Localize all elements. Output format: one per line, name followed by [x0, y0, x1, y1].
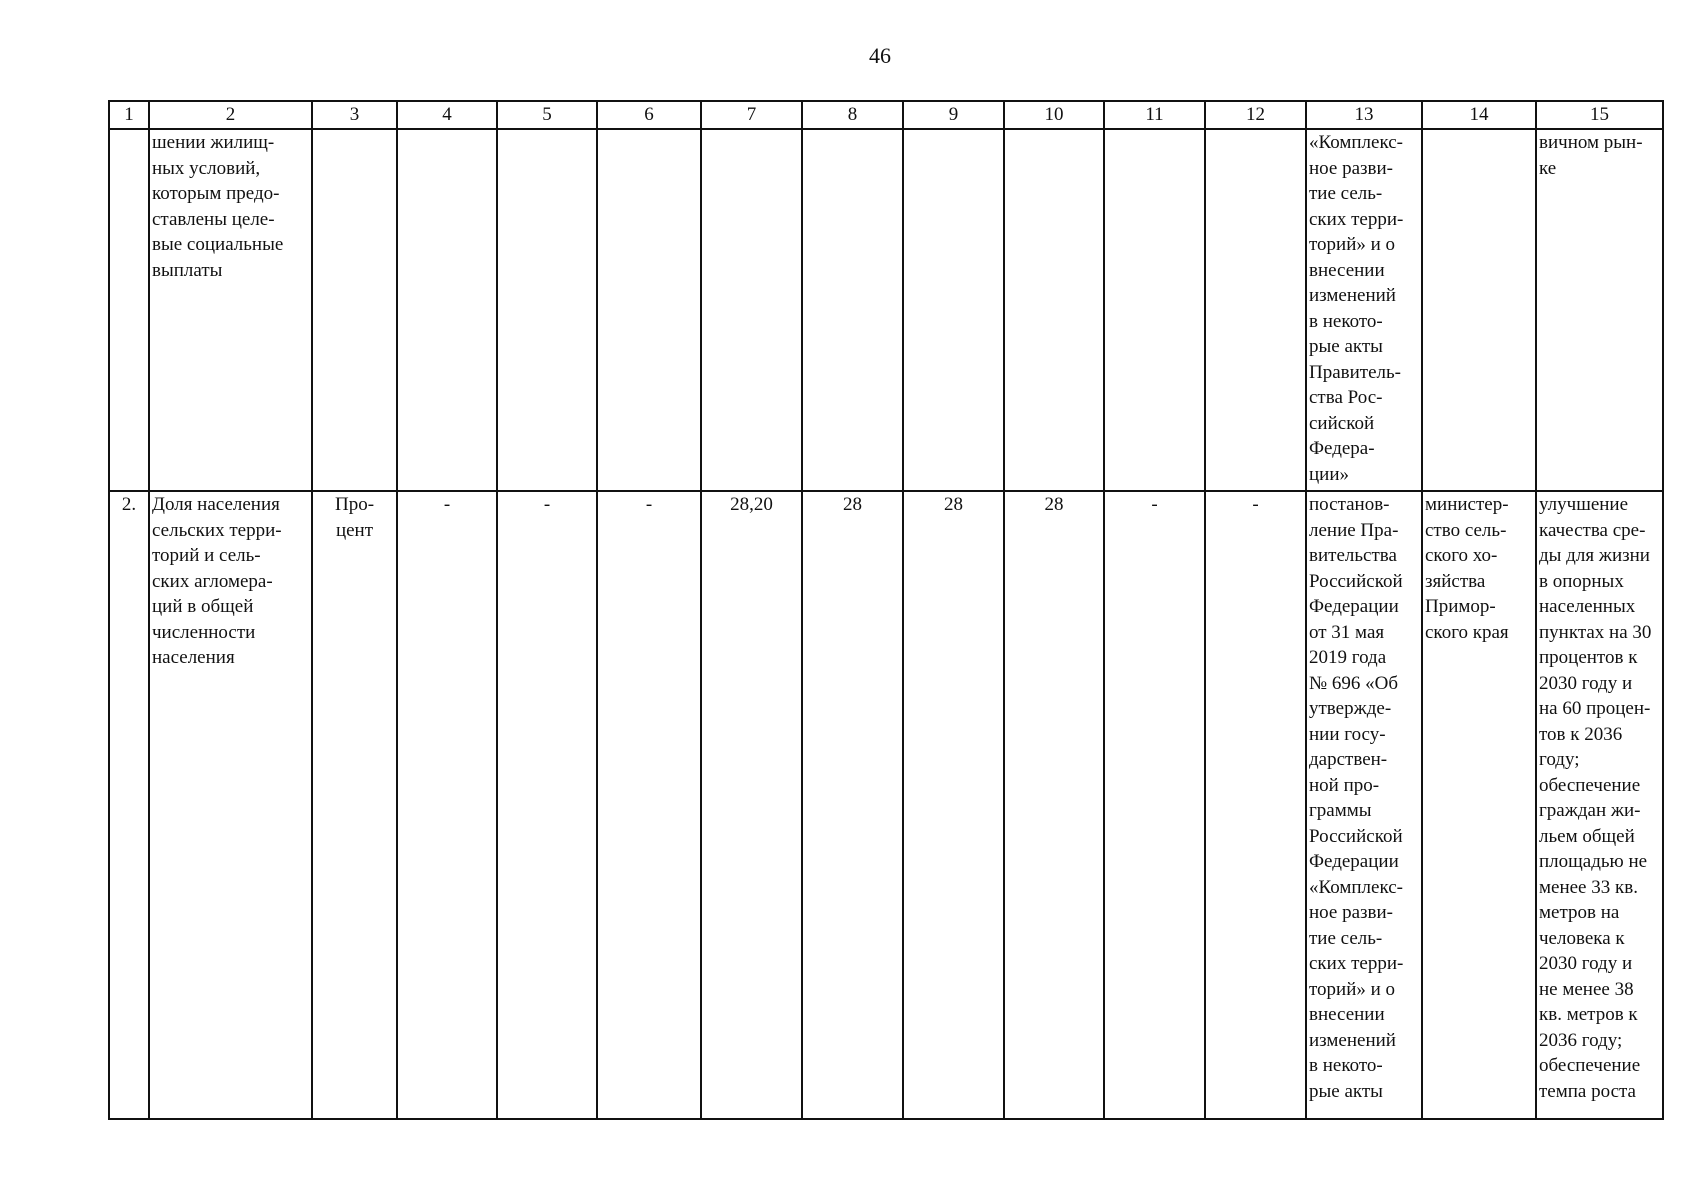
header-col-15: 15: [1536, 101, 1663, 129]
header-col-9: 9: [903, 101, 1004, 129]
cell-document: «Комплекс- ное разви- тие сель- ских терри- торий» и о внесении изменений в некото- рые акты Правитель- ства Рос- сийской Федера- ции»: [1306, 129, 1422, 491]
table-row: [109, 129, 1663, 491]
cell-col-9: [903, 129, 1004, 491]
cell-col-11: [1104, 129, 1205, 491]
cell-unit: [312, 129, 397, 491]
cell-col-5: -: [497, 491, 597, 1119]
cell-responsible: [1422, 129, 1536, 491]
cell-col-4: [397, 129, 497, 491]
cell-col-7: [701, 129, 802, 491]
cell-unit: Про- цент: [312, 491, 397, 1119]
cell-number: [109, 129, 149, 491]
header-col-13: 13: [1306, 101, 1422, 129]
cell-col-12: [1205, 129, 1306, 491]
header-col-8: 8: [802, 101, 903, 129]
cell-col-8: 28: [802, 491, 903, 1119]
cell-responsible: министер- ство сель- ского хо- зяйства Примор- ского края: [1422, 491, 1536, 1119]
header-col-11: 11: [1104, 101, 1205, 129]
header-col-10: 10: [1004, 101, 1104, 129]
header-col-6: 6: [597, 101, 701, 129]
cell-col-10: 28: [1004, 491, 1104, 1119]
cell-col-7: 28,20: [701, 491, 802, 1119]
header-col-5: 5: [497, 101, 597, 129]
cell-col-10: [1004, 129, 1104, 491]
cell-link: улучшение качества сре- ды для жизни в опорных населенных пунктах на 30 процентов к 2030 году и на 60 процен- тов к 2036 году; обеспечение граждан жи- льем общей площадью не менее 33 кв. метров на человека к 2030 году и не менее 38 кв. метров к 2036 году; обеспечение темпа роста: [1536, 491, 1663, 1119]
table-row: [109, 491, 1663, 1119]
cell-indicator-name: Доля населения сельских терри- торий и сель- ских агломера- ций в общей численности населения: [149, 491, 312, 1119]
header-col-3: 3: [312, 101, 397, 129]
cell-col-9: 28: [903, 491, 1004, 1119]
cell-link: вичном рын- ке: [1536, 129, 1663, 491]
cell-col-5: [497, 129, 597, 491]
cell-col-8: [802, 129, 903, 491]
cell-document: постанов- ление Пра- вительства Российской Федерации от 31 мая 2019 года № 696 «Об утвержде- нии госу- дарствен- ной про- граммы Российской Федерации «Комплекс- ное разви- тие сель- ских терри- торий» и о внесении изменений в некото- рые акты: [1306, 491, 1422, 1119]
header-col-7: 7: [701, 101, 802, 129]
cell-col-4: -: [397, 491, 497, 1119]
header-col-12: 12: [1205, 101, 1306, 129]
cell-col-11: -: [1104, 491, 1205, 1119]
indicator-table: [108, 100, 1664, 1120]
header-col-1: 1: [109, 101, 149, 129]
header-col-2: 2: [149, 101, 312, 129]
cell-number: 2.: [109, 491, 149, 1119]
cell-col-6: [597, 129, 701, 491]
header-col-4: 4: [397, 101, 497, 129]
header-col-14: 14: [1422, 101, 1536, 129]
table-header-row: [109, 101, 1663, 129]
cell-indicator-name: шении жилищ- ных условий, которым предо- ставлены целе- вые социальные выплаты: [149, 129, 312, 491]
cell-col-6: -: [597, 491, 701, 1119]
page-number: 46: [869, 43, 891, 68]
cell-col-12: -: [1205, 491, 1306, 1119]
